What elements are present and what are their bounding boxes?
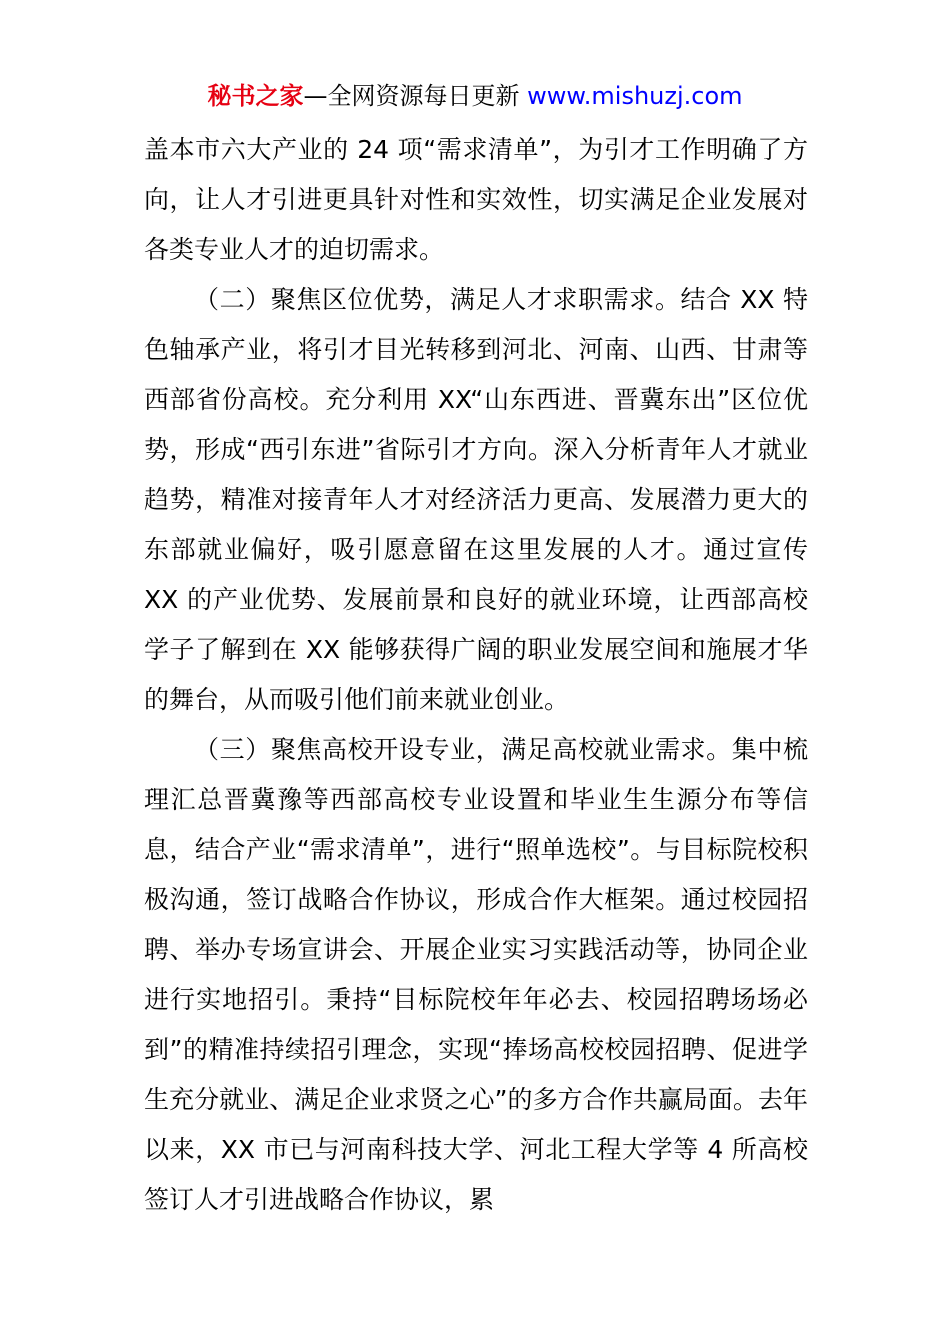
paragraph-continued: 盖本市六大产业的 24 项“需求清单”，为引才工作明确了方向，让人才引进更具针对性和实效性，切实满足企业发展对各类专业人才的迫切需求。 xyxy=(144,135,808,264)
paragraph-section-3: （三）聚焦高校开设专业，满足高校就业需求。集中梳理汇总晋冀豫等西部高校专业设置和毕业生生源分布等信息，结合产业“需求清单”，进行“照单选校”。与目标院校积极沟通，签订战略合作协议，形成合作大框架。通过校园招聘、举办专场宣讲会、开展企业实习实践活动等，协同企业进行实地招引。秉持“目标院校年年必去、校园招聘场场必到”的精准持续招引理念，实现“捧场高校校园招聘、促进学生充分就业、满足企业求贤之心”的多方合作共赢局面。去年以来，XX 市已与河南科技大学、河北工程大学等 4 所高校签订人才引进战略合作协议，累 xyxy=(144,735,808,1214)
paragraph-section-2: （二）聚焦区位优势，满足人才求职需求。结合 XX 特色轴承产业，将引才目光转移到河北、河南、山西、甘肃等西部省份高校。充分利用 XX“山东西进、晋冀东出”区位优势，形成“西引东进”省际引才方向。深入分析青年人才就业趋势，精准对接青年人才对经济活力更高、发展潜力更大的东部就业偏好，吸引愿意留在这里发展的人才。通过宣传 XX 的产业优势、发展前景和良好的就业环境，让西部高校学子了解到在 XX 能够获得广阔的职业发展空间和施展才华的舞台，从而吸引他们前来就业创业。 xyxy=(144,285,808,714)
site-header xyxy=(0,80,950,112)
site-url-link[interactable]: www.mishuzj.com xyxy=(527,82,743,110)
site-tagline: —全网资源每日更新 xyxy=(303,82,528,110)
site-brand: 秘书之家 xyxy=(207,82,304,110)
document-body xyxy=(144,125,808,1225)
